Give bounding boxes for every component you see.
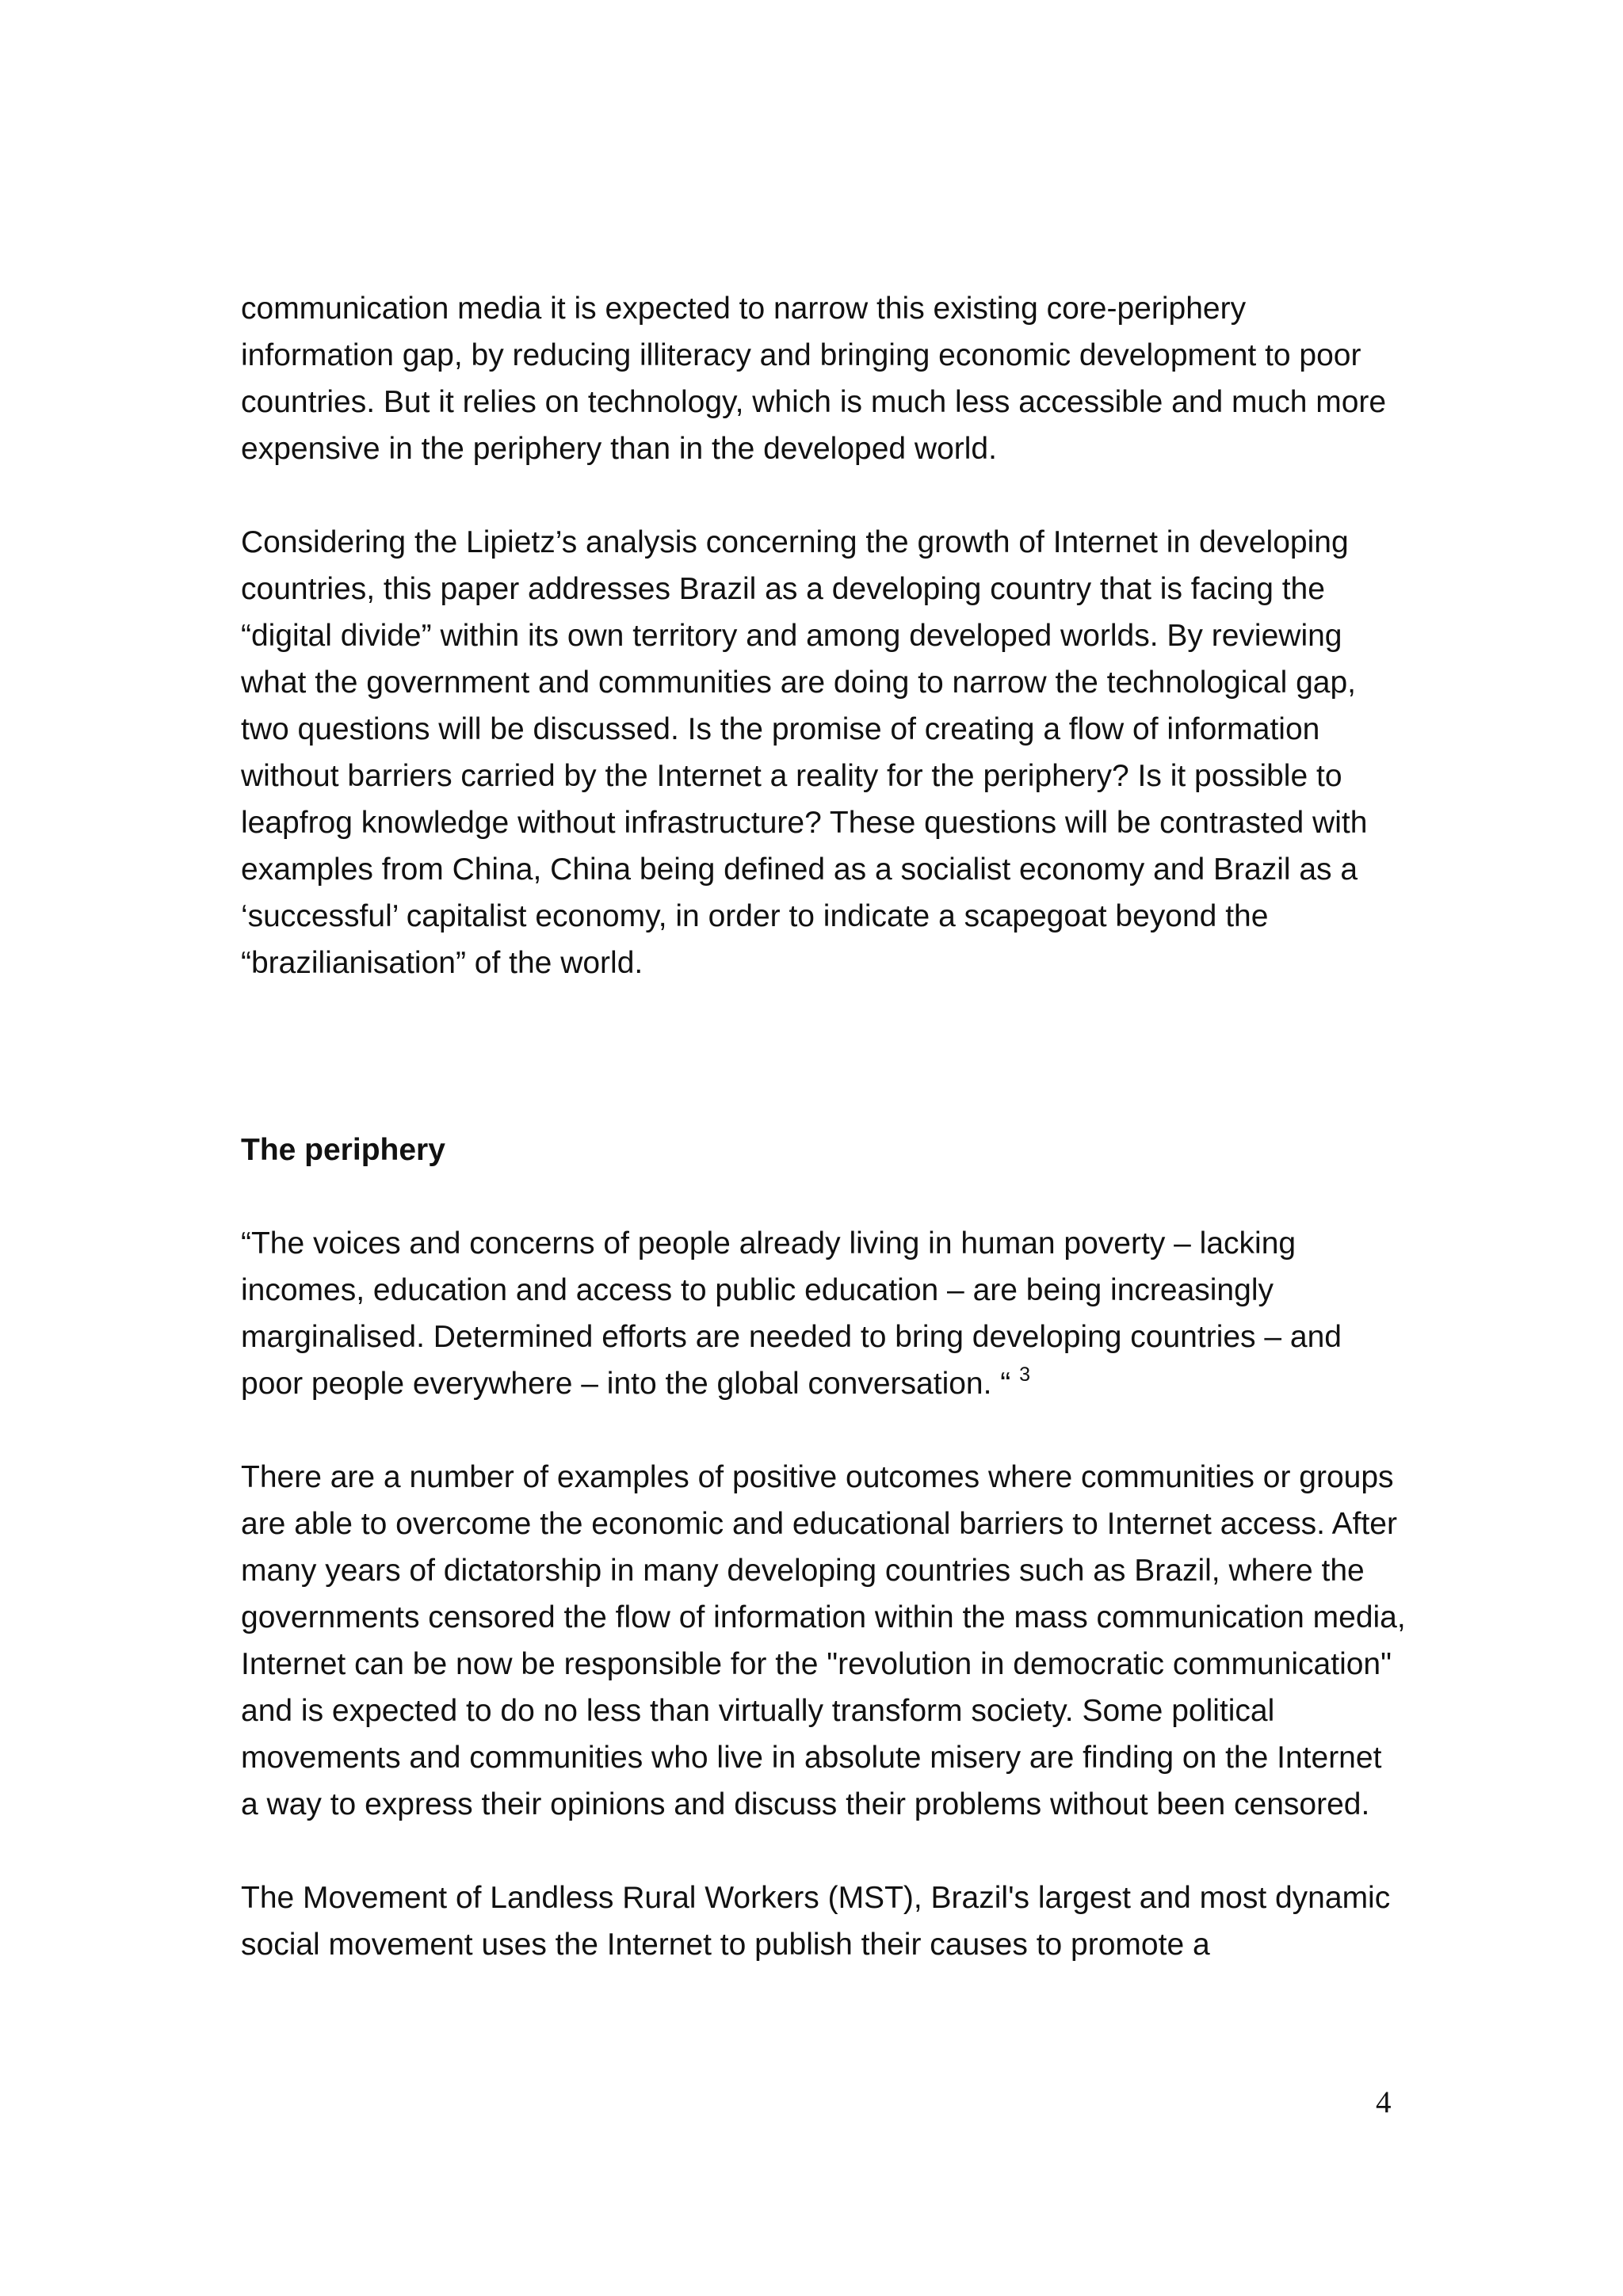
page-content (241, 285, 1406, 1968)
paragraph-positive-outcomes: There are a number of examples of positive outcomes where communities or groups are able to overcome the economic and educational barriers to Internet access. After many years of dictatorship in many developing countries such as Brazil, where the governments censored the flow of information within the mass communication media, Internet can be now be responsible for the "revolution in democratic communication" and is expected to do no less than virtually transform society. Some political movements and communities who live in absolute misery are finding on the Internet a way to express their opinions and discuss their problems without been censored. (241, 1460, 1406, 1821)
paragraph-mst: The Movement of Landless Rural Workers (MST), Brazil's largest and most dynamic social movement uses the Internet to publish their causes to promote a (241, 1881, 1391, 1962)
quote-text: “The voices and concerns of people already living in human poverty – lacking incomes, education and access to public education – are being increasingly marginalised. Determined efforts are needed to bring developing countries – and poor people everywhere – into the global conversation. “ (241, 1226, 1342, 1401)
paragraph-brazil-digital-divide: Considering the Lipietz’s analysis concerning the growth of Internet in developing countries, this paper addresses Brazil as a developing country that is facing the “digital divide” within its own territory and among developed worlds. By reviewing what the government and communities are doing to narrow the technological gap, two questions will be discussed. Is the promise of creating a flow of information without barriers carried by the Internet a reality for the periphery? Is it possible to leapfrog knowledge without infrastructure? These questions will be contrasted with examples from China, China being defined as a socialist economy and Brazil as a ‘successful’ capitalist economy, in order to indicate a scapegoat beyond the “brazilianisation” of the world. (241, 525, 1368, 980)
paragraph-information-gap: communication media it is expected to narrow this existing core-periphery information gap, by reducing illiteracy and bringing economic development to poor countries. But it relies on technology, which is much less accessible and much more expensive in the periphery than in the developed world. (241, 292, 1387, 466)
page-number: 4 (1376, 2085, 1392, 2119)
quote-paragraph (241, 1220, 1406, 1407)
section-heading-periphery: The periphery (241, 1133, 445, 1167)
footnote-marker: 3 (1019, 1363, 1031, 1386)
